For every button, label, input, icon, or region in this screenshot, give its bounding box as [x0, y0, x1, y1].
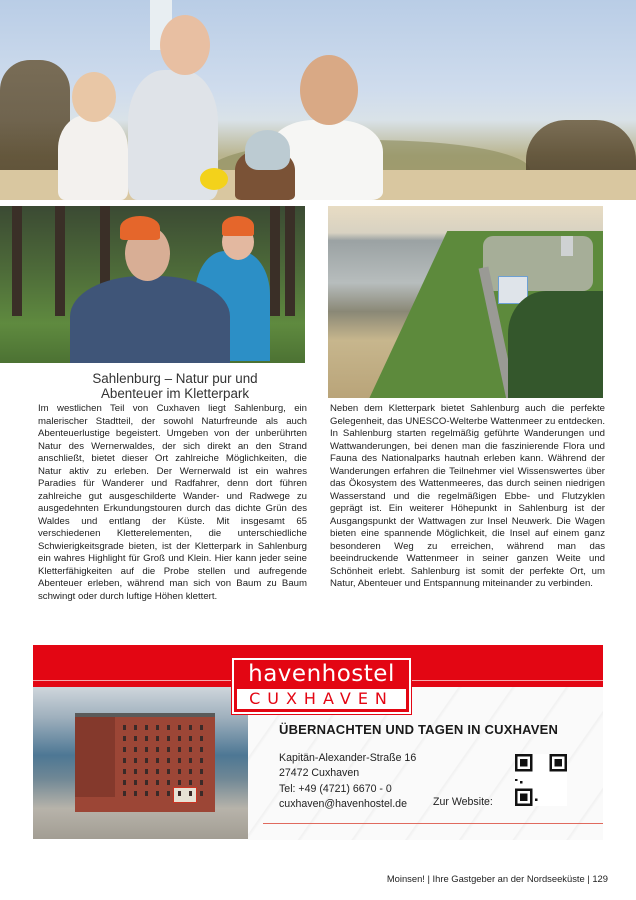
coast-aerial-photo [328, 206, 603, 398]
hostel-building-photo [33, 687, 248, 839]
email-link[interactable]: cuxhaven@havenhostel.de [279, 797, 407, 810]
address-city: 27472 Cuxhaven [279, 767, 360, 780]
article-column-left: Im westlichen Teil von Cuxhaven liegt Sahlenburg, ein malerischer Stadtteil, der sowohl Naturfreunde als auch Abenteuerlustige begeistert. Umgeben von der unberührten Natur des Wernerwaldes, der sich direkt an den Strand anschließt, bietet dieser Ort zahlreiche Möglichkeiten, die Natur aktiv zu erleben. Der Wernerwald ist ein wahres Paradies für Wanderer und Radfahrer, denn dort führen zahlreiche gut ausgeschilderte Wander- und Radwege zu ausgedehnten Erkundungstouren durch das dichte Grün des Waldes und entlang der Küste. Mit insgesamt 65 verschiedenen Kletterelementen, die unterschiedliche Schwierigkeitsgrade bieten, ist der Kletterpark in Sahlenburg ein wahres Highlight für Groß und Klein. Hier kann jeder seine Kletterfähigkeiten auf die Probe stellen und aufregende Abenteuer erleben, während man sich von Baum zu Baum schwingt oder durch luftige Höhen klettert. [38, 403, 307, 602]
address-street: Kapitän-Alexander-Straße 16 [279, 752, 417, 764]
logo-wordmark: havenhostel [248, 661, 395, 687]
qr-code-icon[interactable] [515, 754, 567, 806]
havenhostel-ad [33, 645, 603, 840]
havenhostel-logo [232, 658, 411, 714]
ad-divider [263, 823, 603, 824]
page-footer: Moinsen! | Ihre Gastgeber an der Nordseeküste | 129 [386, 873, 608, 884]
ad-address [279, 751, 416, 812]
climbing-park-photo [0, 206, 305, 363]
headline-line-2: Abenteuer im Kletterpark [100, 385, 250, 401]
article-headline [40, 372, 310, 401]
ad-title: ÜBERNACHTEN UND TAGEN IN CUXHAVEN [279, 722, 559, 737]
hero-family-beach-photo [0, 0, 636, 200]
headline-line-1: Sahlenburg – Natur pur und [92, 371, 258, 386]
article-column-right: Neben dem Kletterpark bietet Sahlenburg auch die perfekte Gelegenheit, das UNESCO-Welterbe Wattenmeer zu entdecken. In Sahlenburg starten regelmäßig geführte Wanderungen und Wattwanderungen, bei denen man die faszinierende Flora und Fauna des Nationalparks hautnah erleben kann. Während der Wanderungen erfahren die Teilnehmer viel Wissenswertes über das Ökosystem des Wattenmeeres, das durch seinen niedrigen Wasserstand und die regelmäßigen Ebbe- und Flutzyklen geprägt ist. Ein weiterer Höhepunkt in Sahlenburg ist der Ausgangspunkt der Wattwagen zur Insel Neuwerk. Die Wagen bieten eine spannende Möglichkeit, die Insel auf einem ganz besonderen Weg zu erreichen, während man das beeindruckende Wattenmeer in seiner ganzen Weite und Schönheit erlebt. Sahlenburg ist somit der perfekte Ort, um Natur, Abenteuer und Entspannung miteinander zu verbinden. [330, 403, 605, 589]
website-label: Zur Website: [433, 796, 493, 808]
phone-number[interactable]: Tel: +49 (4721) 6670 - 0 [279, 782, 392, 795]
logo-city: CUXHAVEN [237, 689, 406, 709]
